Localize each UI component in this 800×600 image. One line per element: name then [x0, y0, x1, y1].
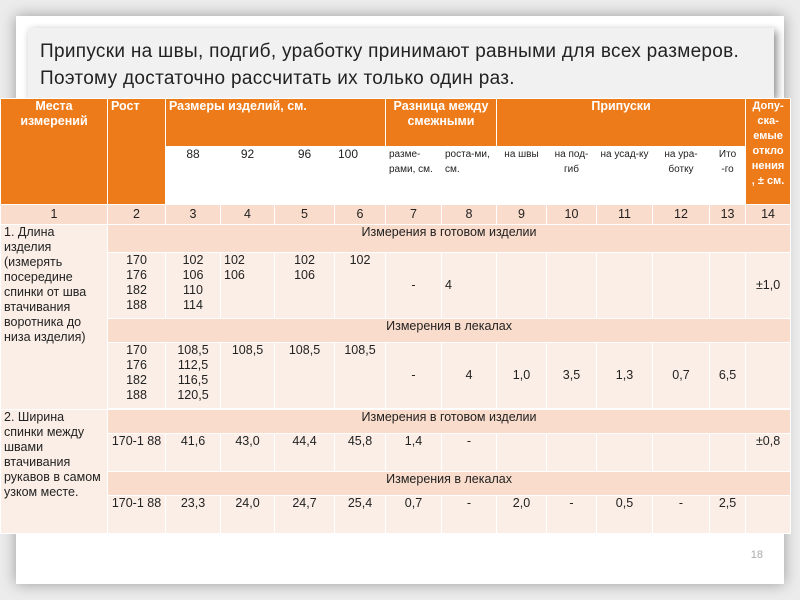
empty-cell: [746, 343, 791, 409]
index-cell: 12: [653, 205, 710, 225]
index-cell: 13: [710, 205, 746, 225]
height-cell: 170 176 182 188: [108, 253, 166, 319]
value-cell: 108,5: [335, 343, 386, 409]
value-cell: 1,0: [497, 343, 547, 409]
value-cell: -: [442, 496, 497, 534]
value-cell: 102 106 110 114: [166, 253, 221, 319]
section-patterns: Измерения в лекалах: [108, 472, 791, 496]
empty-cell: [547, 434, 597, 472]
height-cell: 170-1 88: [108, 434, 166, 472]
empty-cell: [497, 434, 547, 472]
header-height: Рост: [108, 99, 166, 205]
index-cell: 6: [335, 205, 386, 225]
size-88: 88: [166, 147, 221, 205]
index-cell: 14: [746, 205, 791, 225]
header-sizes: Размеры изделий, см.: [166, 99, 386, 147]
size-96: 96: [275, 147, 335, 205]
index-cell: 2: [108, 205, 166, 225]
value-cell: 3,5: [547, 343, 597, 409]
index-cell: 8: [442, 205, 497, 225]
empty-cell: [746, 496, 791, 534]
index-cell: 5: [275, 205, 335, 225]
empty-cell: [597, 434, 653, 472]
header-allowances: Припуски: [497, 99, 746, 147]
value-cell: 1,4: [386, 434, 442, 472]
index-cell: 1: [1, 205, 108, 225]
value-cell: 2,5: [710, 496, 746, 534]
index-cell: 9: [497, 205, 547, 225]
value-cell: 45,8: [335, 434, 386, 472]
value-cell: -: [386, 343, 442, 409]
tolerance-cell: ±1,0: [746, 253, 791, 319]
allowance-shrink: на усад-ку: [597, 147, 653, 205]
row2-ready: [1, 434, 791, 472]
diff-sizes: разме-рами, см.: [386, 147, 442, 205]
value-cell: 4: [442, 253, 497, 319]
value-cell: -: [386, 253, 442, 319]
value-cell: 0,7: [653, 343, 710, 409]
value-cell: 25,4: [335, 496, 386, 534]
row1-ready: [1, 253, 791, 319]
value-cell: 2,0: [497, 496, 547, 534]
value-cell: -: [547, 496, 597, 534]
header-row: [1, 99, 791, 147]
value-cell: 108,5: [221, 343, 275, 409]
value-cell: 108,5: [275, 343, 335, 409]
header-place: Места измерений: [1, 99, 108, 205]
row1-label: 1. Длина изделия (измерять посередине спинки от шва втачивания воротника до низа изделия): [1, 225, 108, 410]
size-92: 92: [221, 147, 275, 205]
value-cell: 102: [335, 253, 386, 319]
index-cell: 11: [597, 205, 653, 225]
empty-cell: [653, 253, 710, 319]
index-cell: 7: [386, 205, 442, 225]
empty-cell: [710, 253, 746, 319]
index-cell: 3: [166, 205, 221, 225]
index-row: [1, 205, 791, 225]
slide-title: Припуски на швы, подгиб, уработку принимают равными для всех размеров. Поэтому достаточно рассчитать их только один раз.: [40, 41, 740, 89]
empty-cell: [547, 253, 597, 319]
empty-cell: [653, 434, 710, 472]
value-cell: -: [442, 434, 497, 472]
value-cell: 1,3: [597, 343, 653, 409]
value-cell: 41,6: [166, 434, 221, 472]
section-ready: Измерения в готовом изделии: [108, 410, 791, 434]
row1-section-patterns: [1, 319, 791, 343]
header-tolerance: Допу-ска-емые откло нения , ± см.: [746, 99, 791, 205]
row2-section-patterns: [1, 472, 791, 496]
value-cell: 43,0: [221, 434, 275, 472]
empty-cell: [597, 253, 653, 319]
value-cell: 6,5: [710, 343, 746, 409]
value-cell: 0,7: [386, 496, 442, 534]
value-cell: 23,3: [166, 496, 221, 534]
allowance-hem: на под-гиб: [547, 147, 597, 205]
value-cell: 102 106: [221, 253, 275, 319]
row2-patterns: [1, 496, 791, 534]
row1-patterns: [1, 343, 791, 409]
header-diff: Разница между смежными: [386, 99, 497, 147]
height-cell: 170-1 88: [108, 496, 166, 534]
page-number: 18: [750, 549, 763, 561]
value-cell: 4: [442, 343, 497, 409]
empty-cell: [710, 434, 746, 472]
tolerance-cell: ±0,8: [746, 434, 791, 472]
value-cell: 102 106: [275, 253, 335, 319]
index-cell: 4: [221, 205, 275, 225]
value-cell: 24,0: [221, 496, 275, 534]
row1-section-ready: [1, 225, 791, 253]
value-cell: -: [653, 496, 710, 534]
value-cell: 108,5 112,5 116,5 120,5: [166, 343, 221, 409]
allowance-table: [0, 98, 791, 534]
size-100: 100: [335, 147, 386, 205]
value-cell: 44,4: [275, 434, 335, 472]
height-cell: 170 176 182 188: [108, 343, 166, 409]
value-cell: 0,5: [597, 496, 653, 534]
section-patterns: Измерения в лекалах: [108, 319, 791, 343]
value-cell: 24,7: [275, 496, 335, 534]
allowance-work: на ура-ботку: [653, 147, 710, 205]
diff-heights: роста-ми, см.: [442, 147, 497, 205]
section-ready: Измерения в готовом изделии: [108, 225, 791, 253]
row2-label: 2. Ширина спинки между швами втачивания рукавов в самом узком месте.: [1, 410, 108, 534]
row2-section-ready: [1, 410, 791, 434]
allowance-seams: на швы: [497, 147, 547, 205]
index-cell: 10: [547, 205, 597, 225]
allowance-total: Ито -го: [710, 147, 746, 205]
empty-cell: [497, 253, 547, 319]
